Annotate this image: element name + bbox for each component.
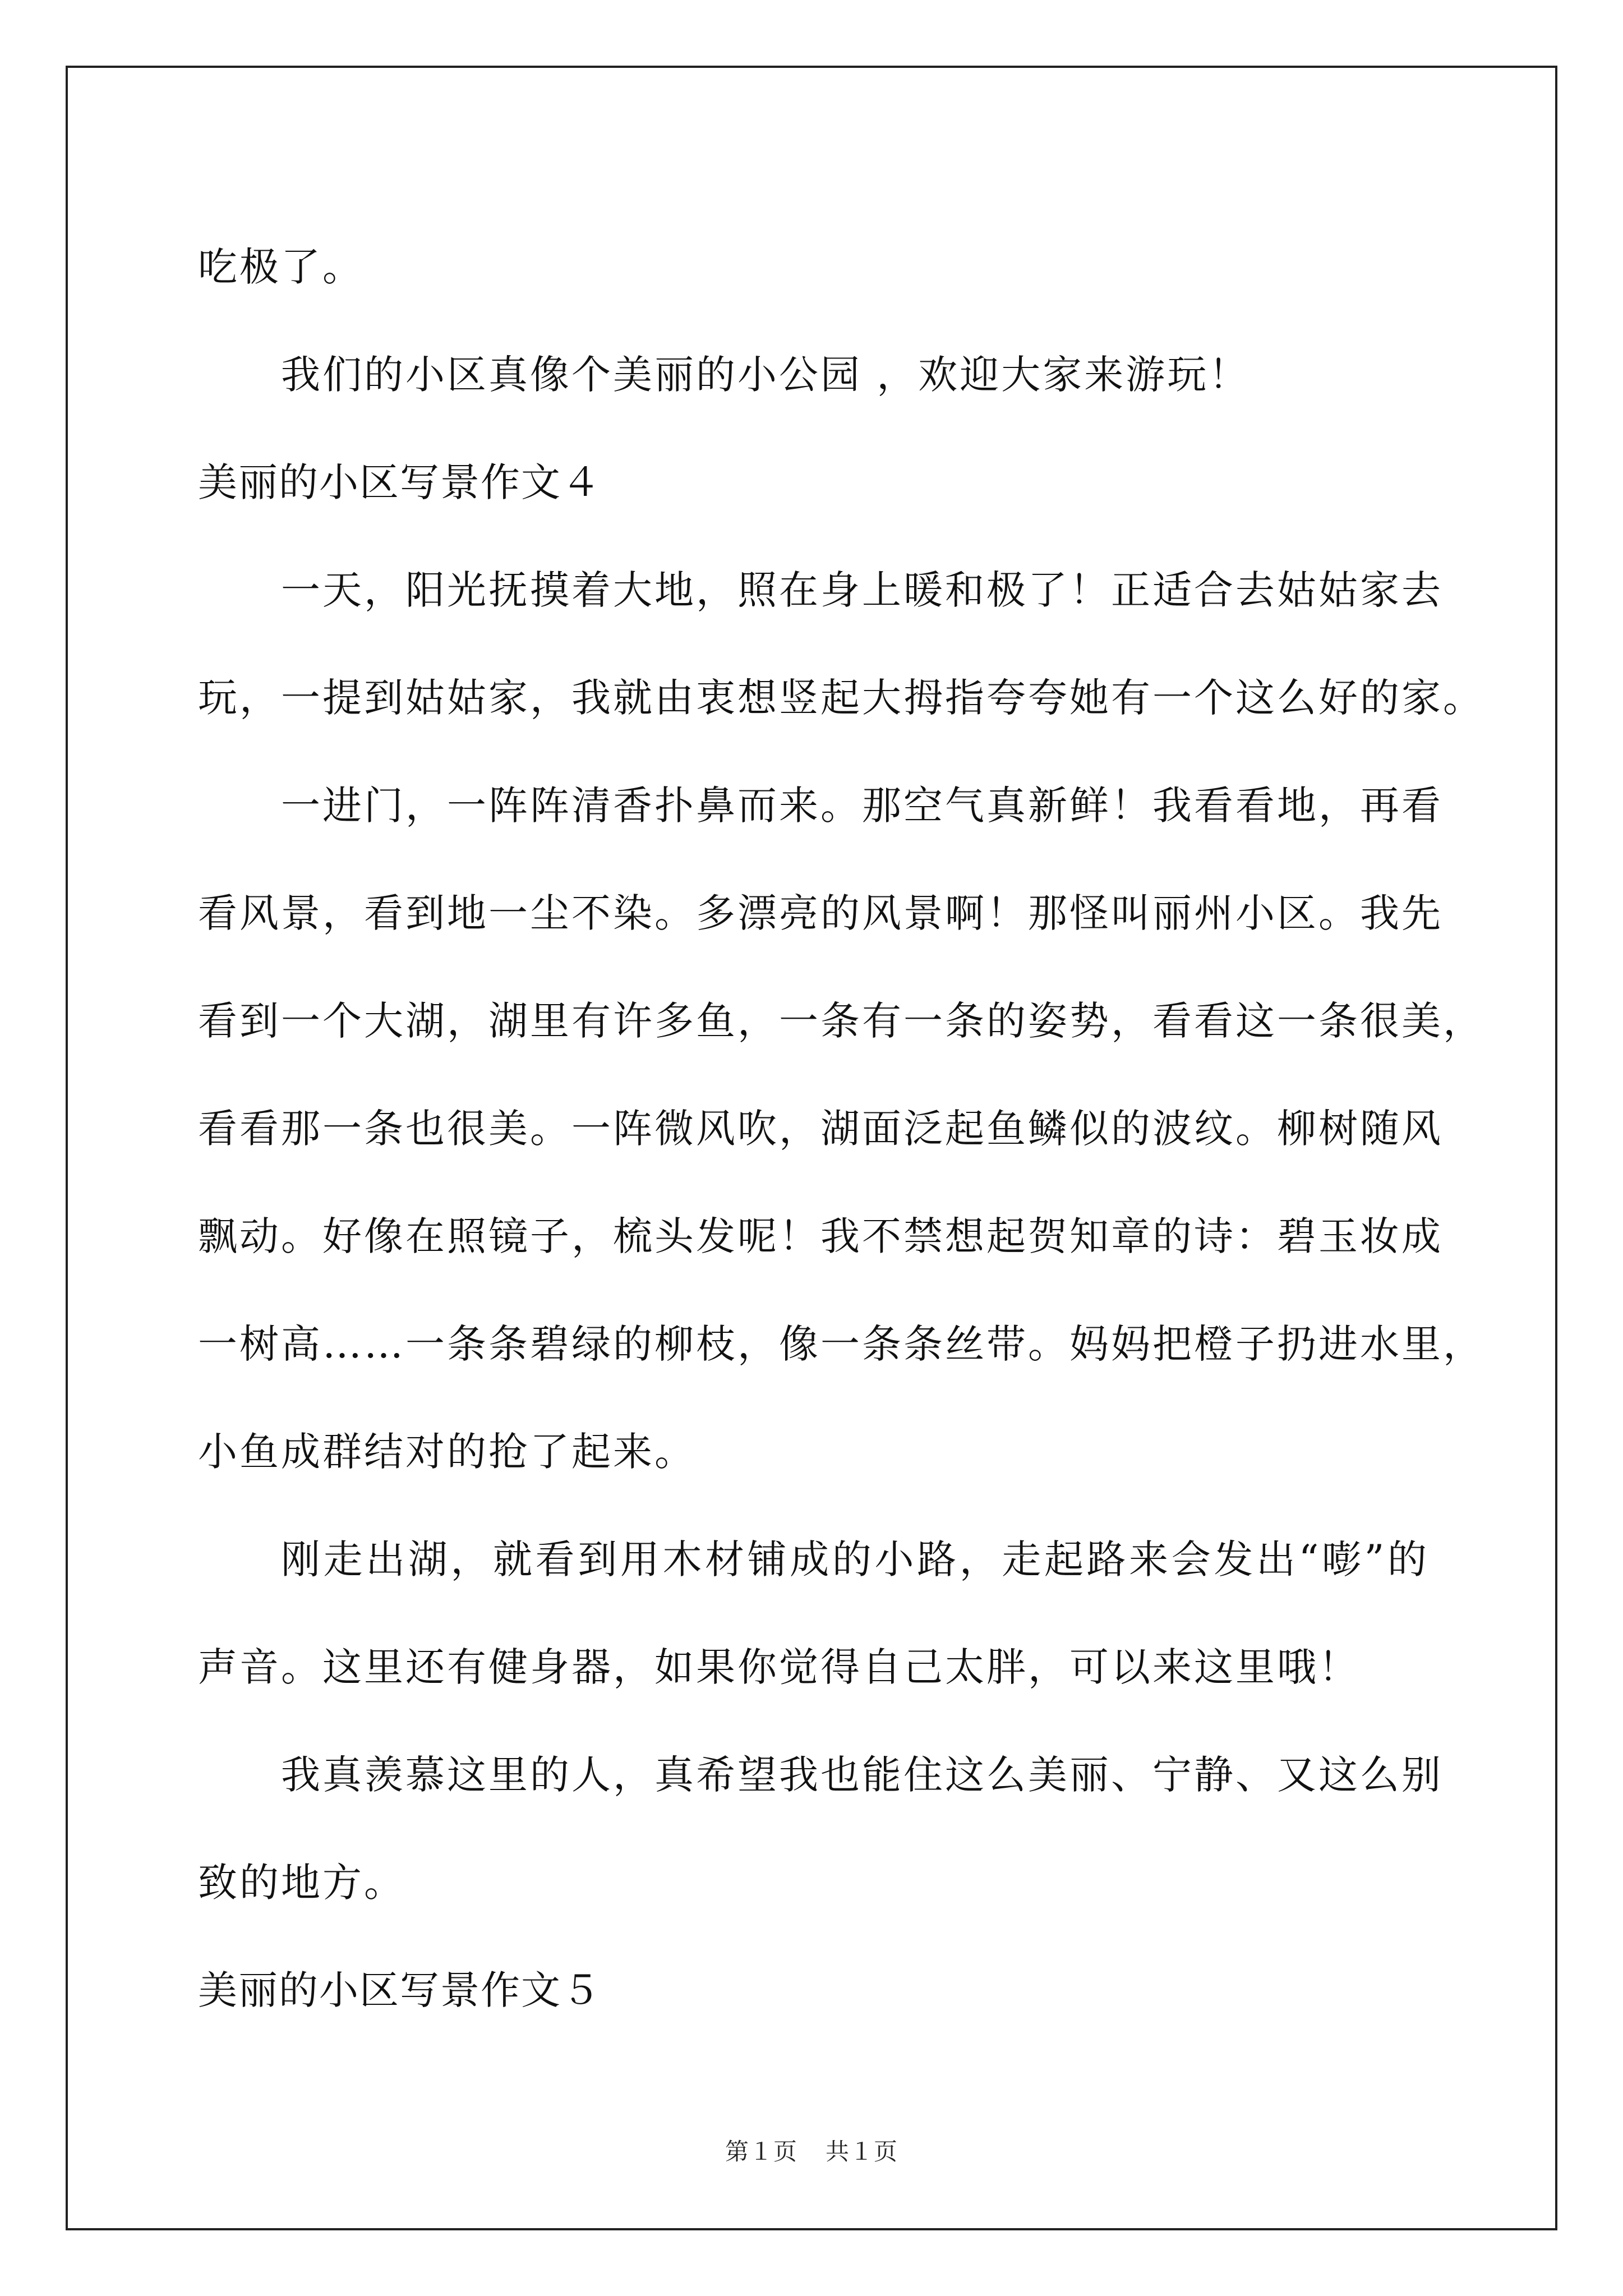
- page-total: 共１页: [826, 2138, 898, 2165]
- text-line: 小鱼成群结对的抢了起来。: [198, 1429, 696, 1475]
- text-line: 看风景，看到地一尘不染。多漂亮的风景啊！那怪叫丽州小区。我先: [198, 890, 1443, 936]
- text-line: 一进门，一阵阵清香扑鼻而来。那空气真新鲜！我看看地，再看: [281, 783, 1443, 829]
- text-line: 吃极了。: [198, 244, 364, 290]
- text-line: 我们的小区真像个美丽的小公园 ，欢迎大家来游玩！: [281, 352, 1251, 398]
- document-body: [198, 213, 1484, 2044]
- text-line: 玩，一提到姑姑家，我就由衷想竖起大拇指夸夸她有一个这么好的家。: [198, 675, 1484, 721]
- text-line: 飘动。好像在照镜子，梳头发呢！我不禁想起贺知章的诗：碧玉妆成: [198, 1213, 1443, 1259]
- page-footer: [0, 2135, 1623, 2169]
- text-line: 看看那一条也很美。一阵微风吹，湖面泛起鱼鳞似的波纹。柳树随风: [198, 1106, 1443, 1152]
- section-heading: 美丽的小区写景作文４: [198, 459, 602, 505]
- text-line: 一树高……一条条碧绿的柳枝，像一条条丝带。妈妈把橙子扔进水里，: [198, 1321, 1484, 1367]
- text-line: 声音。这里还有健身器，如果你觉得自己太胖，可以来这里哦！: [198, 1644, 1360, 1690]
- page-number: 第１页: [725, 2138, 797, 2165]
- text-line: 刚走出湖，就看到用木材铺成的小路，走起路来会发出“嘭”的: [281, 1536, 1429, 1582]
- section-heading: 美丽的小区写景作文５: [198, 1967, 602, 2013]
- text-line: 致的地方。: [198, 1860, 405, 1906]
- text-line: 看到一个大湖，湖里有许多鱼，一条有一条的姿势，看看这一条很美，: [198, 998, 1484, 1044]
- text-line: 一天，阳光抚摸着大地，照在身上暖和极了！正适合去姑姑家去: [281, 567, 1443, 613]
- text-line: 我真羡慕这里的人，真希望我也能住这么美丽、宁静、又这么别: [281, 1752, 1443, 1798]
